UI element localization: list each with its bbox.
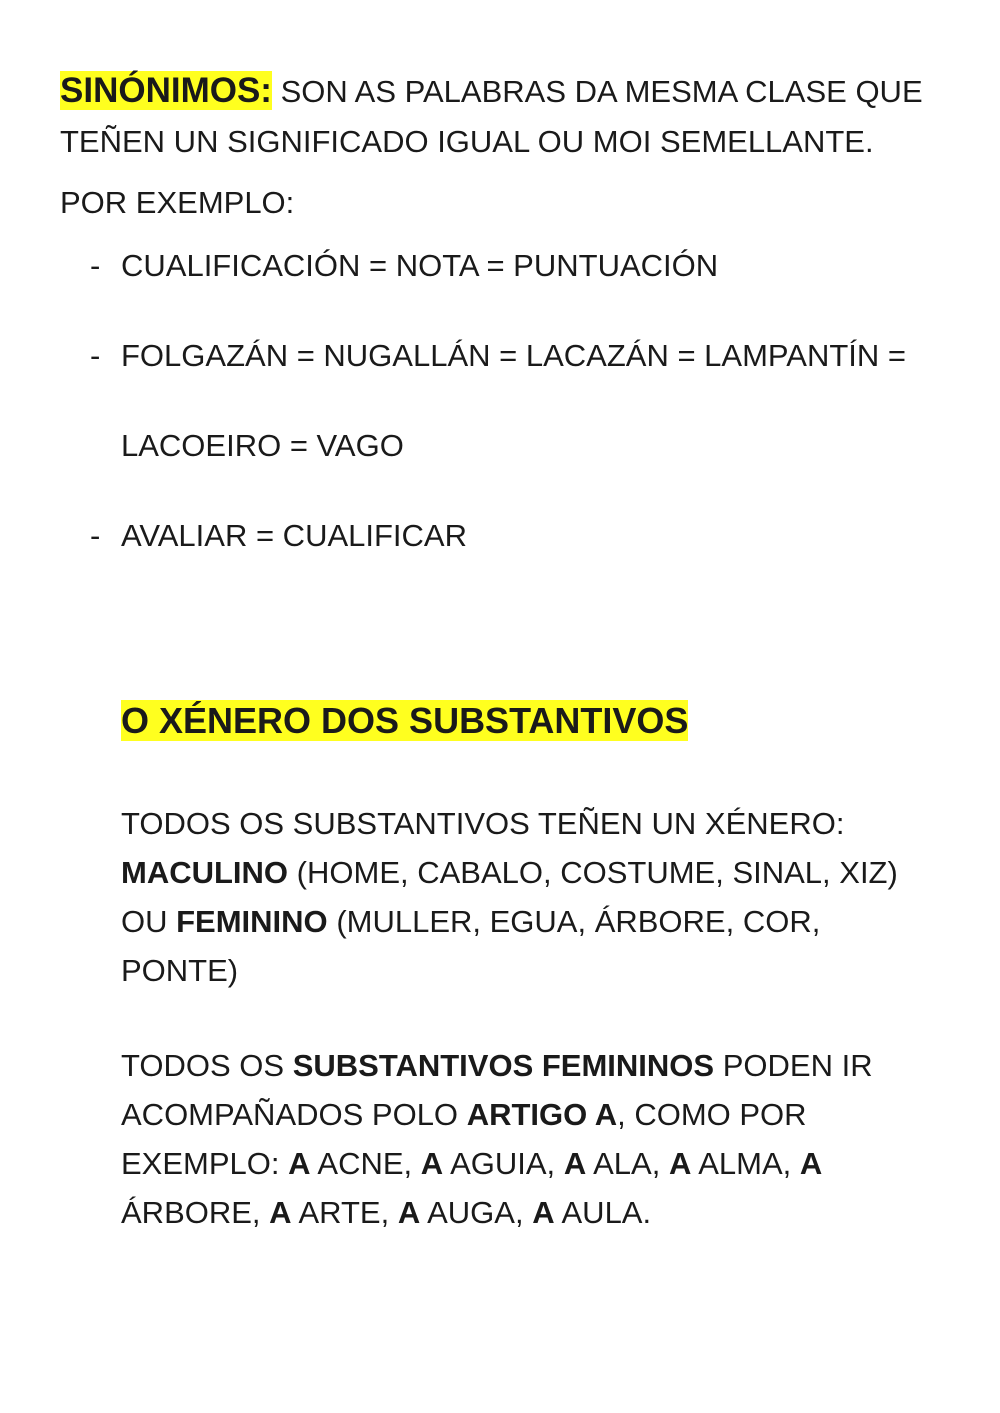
example-word: ARTE,	[298, 1195, 390, 1230]
example-word: ALMA,	[698, 1146, 792, 1181]
feminine-examples: (MULLER, EGUA, ÁRBORE, COR, PONTE)	[121, 904, 821, 988]
feminine-nouns-label: SUBSTANTIVOS FEMININOS	[292, 1048, 715, 1083]
article-a: A	[799, 1146, 823, 1181]
article-label: ARTIGO A	[466, 1097, 618, 1132]
synonyms-definition	[60, 66, 960, 167]
gender-paragraph	[121, 799, 941, 995]
synonym-example: FOLGAZÁN = NUGALLÁN = LACAZÁN = LAMPANTÍN =	[121, 338, 906, 373]
article-a: A	[668, 1146, 692, 1181]
article-a: A	[397, 1195, 421, 1230]
paragraph-text: TODOS OS	[121, 1048, 285, 1083]
article-a: A	[420, 1146, 444, 1181]
example-word: AUGA,	[427, 1195, 524, 1230]
example-word: ACNE,	[317, 1146, 413, 1181]
paragraph-text: OU	[121, 904, 168, 939]
synonym-example-continuation: LACOEIRO = VAGO	[121, 428, 404, 463]
bullet-dash: -	[90, 518, 101, 553]
synonym-example: AVALIAR = CUALIFICAR	[121, 518, 467, 553]
example-word: AGUIA,	[450, 1146, 556, 1181]
paragraph-text: TODOS OS SUBSTANTIVOS TEÑEN UN XÉNERO:	[121, 806, 845, 841]
article-paragraph	[121, 1041, 941, 1237]
example-word: ÁRBORE,	[121, 1195, 261, 1230]
example-word: AULA.	[561, 1195, 652, 1230]
article-a: A	[563, 1146, 587, 1181]
feminine-label: FEMININO	[176, 904, 328, 939]
bullet-dash: -	[90, 338, 101, 373]
paragraph-text: PODEN IR ACOMPAÑADOS POLO	[121, 1048, 873, 1132]
synonyms-term: SINÓNIMOS:	[60, 71, 272, 110]
section-heading	[121, 694, 688, 748]
example-label: POR EXEMPLO:	[60, 185, 295, 220]
synonyms-definition-text: SON AS PALABRAS DA MESMA CLASE QUE TEÑEN UN SIGNIFICADO IGUAL OU MOI SEMELLANTE.	[60, 74, 923, 159]
synonym-example: CUALIFICACIÓN = NOTA = PUNTUACIÓN	[121, 248, 719, 283]
article-a: A	[288, 1146, 311, 1181]
masculine-examples: (HOME, CABALO, COSTUME, SINAL, XIZ)	[296, 855, 898, 890]
article-a: A	[269, 1195, 292, 1230]
masculine-label: MACULINO	[121, 855, 289, 890]
bullet-dash: -	[90, 248, 101, 283]
example-word: ALA,	[593, 1146, 661, 1181]
section-heading-text: O XÉNERO DOS SUBSTANTIVOS	[121, 700, 689, 741]
article-a: A	[532, 1195, 555, 1230]
paragraph-text: , COMO POR EXEMPLO:	[121, 1097, 807, 1181]
